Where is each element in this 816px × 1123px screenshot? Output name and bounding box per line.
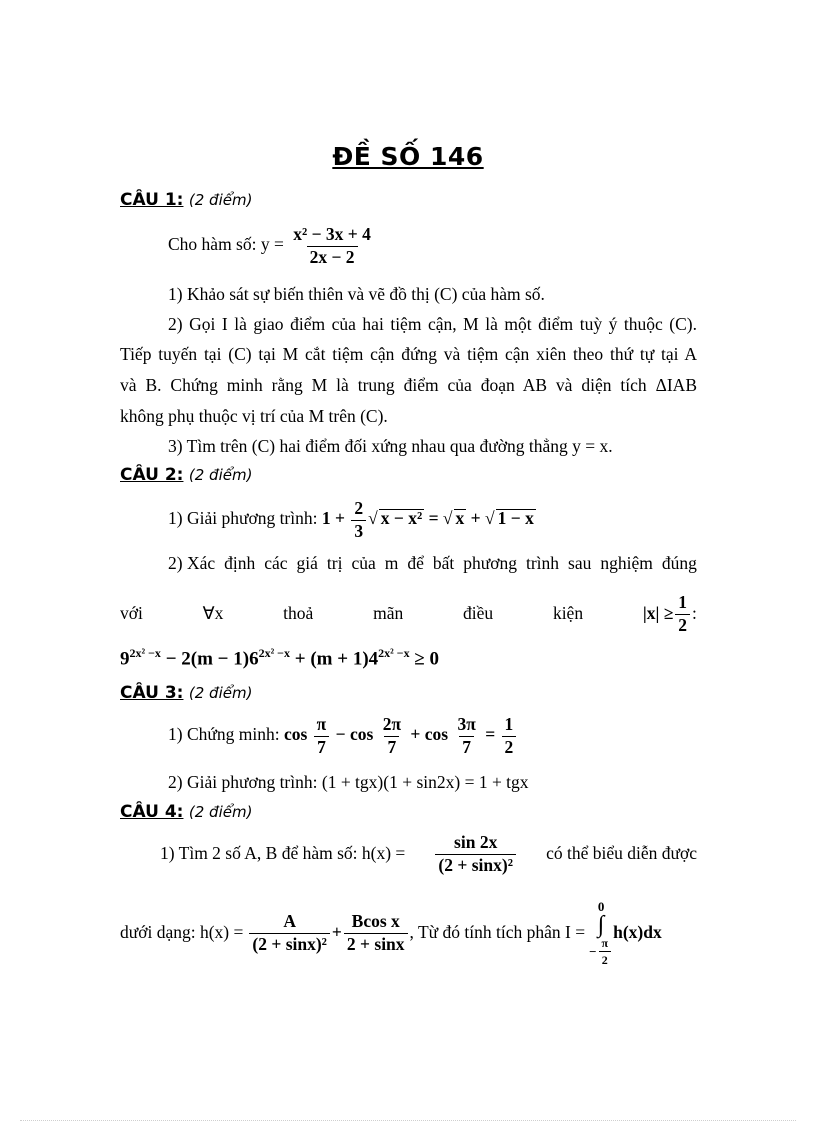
- word: ∀x: [202, 603, 224, 624]
- radicand-1: x − x²: [380, 508, 423, 529]
- ineq-exponent: 2x² −x: [258, 646, 291, 660]
- word: m: [384, 553, 399, 573]
- question-1-part-2-line-2: Tiếp tuyến tại (C) tại M cắt tiệm cận đứng và tiệm cận xiên theo thứ tự tại A: [120, 344, 697, 364]
- word: phương: [463, 553, 517, 573]
- fraction-numerator: π: [601, 936, 609, 950]
- fraction-numerator: A: [283, 911, 296, 931]
- question-3-heading: [120, 683, 252, 703]
- word: điều: [463, 603, 494, 624]
- equals-sign: =: [485, 724, 496, 745]
- word: thoả: [283, 603, 314, 624]
- question-2-inequality: [120, 647, 439, 668]
- function-intro: Cho hàm số: y =: [168, 234, 284, 255]
- word: giá: [296, 553, 318, 573]
- cos-term: + cos: [410, 724, 449, 745]
- fraction-numerator: 1: [678, 592, 688, 612]
- condition-expression: [643, 594, 697, 634]
- question-1-part-1: 1) Khảo sát sự biến thiên và vẽ đồ thị (C) của hàm số.: [168, 284, 545, 304]
- ineq-exponent: 2x² −x: [378, 646, 410, 660]
- question-4-label: CÂU 4:: [120, 802, 184, 822]
- fraction-denominator: 2: [502, 736, 517, 757]
- question-1-part-2-line-1: 2) Gọi I là giao điểm của hai tiệm cận, M là một điểm tuỳ ý thuộc (C).: [168, 314, 697, 334]
- fraction-denominator: 7: [314, 736, 329, 757]
- fraction-numerator: Bcos x: [351, 911, 400, 931]
- equals-sign: =: [428, 508, 439, 529]
- sqrt-icon: √: [442, 508, 453, 529]
- page-bottom-border: [20, 1120, 796, 1121]
- page-title: ĐỀ SỐ 146: [332, 142, 484, 171]
- ineq-exponent: 2x² −x: [129, 646, 161, 660]
- fraction-numerator: 2π: [382, 714, 402, 734]
- equation-intro: 1) Giải phương trình:: [168, 508, 318, 529]
- fraction-numerator: 3π: [457, 714, 476, 734]
- a-fraction: [249, 913, 330, 953]
- b-fraction: [344, 913, 408, 953]
- question-3-part-2: 2) Giải phương trình: (1 + tgx)(1 + sin2x) = 1 + tgx: [168, 772, 529, 792]
- fraction-numerator: π: [316, 714, 327, 734]
- word: của: [351, 553, 376, 573]
- function-denominator: 2x − 2: [307, 246, 358, 267]
- trig-fraction: [380, 716, 404, 756]
- question-4-part-2: [120, 900, 662, 966]
- question-2-heading: [120, 465, 252, 485]
- plus-sign: +: [331, 922, 342, 943]
- word: trị: [326, 553, 343, 573]
- prove-intro: 1) Chứng minh:: [168, 724, 280, 745]
- sqrt-icon: √: [485, 508, 495, 529]
- plus-sign: +: [470, 508, 481, 529]
- integral-upper-bound: 0: [597, 899, 605, 914]
- fraction-denominator: 7: [459, 736, 474, 757]
- fraction-denominator: 2: [675, 614, 690, 635]
- fraction-denominator: (2 + sinx)²: [435, 854, 516, 875]
- ineq-term: − 2(m − 1)6: [160, 648, 259, 670]
- question-3-label: CÂU 3:: [120, 683, 184, 703]
- sqrt-icon: √: [368, 508, 378, 529]
- question-1-function: [168, 226, 376, 266]
- fraction-denominator: 7: [384, 736, 399, 757]
- fraction-denominator: (2 + sinx)²: [249, 933, 330, 954]
- function-numerator: x² − 3x + 4: [293, 224, 371, 244]
- word: các: [264, 553, 288, 573]
- question-3-points: (2 điểm): [188, 684, 253, 702]
- integral-body: h(x)dx: [613, 922, 662, 943]
- fraction-numerator: 2: [354, 498, 364, 518]
- equation-fraction: [351, 500, 366, 540]
- question-2-label: CÂU 2:: [120, 465, 184, 485]
- question-4-heading: [120, 802, 252, 822]
- integral-lower-bound: [589, 937, 613, 966]
- cos-term: cos: [283, 724, 308, 745]
- condition-abs: |x| ≥: [642, 603, 674, 624]
- word: kiện: [552, 603, 584, 624]
- cos-term: − cos: [335, 724, 374, 745]
- question-4-points: (2 điểm): [188, 803, 253, 821]
- question-1-part-2-line-4: không phụ thuộc vị trí của M trên (C).: [120, 406, 388, 426]
- question-1-part-3: 3) Tìm trên (C) hai điểm đối xứng nhau qua đường thẳng y = x.: [168, 436, 613, 456]
- trig-fraction: [314, 716, 330, 756]
- question-2-part-1: [168, 500, 536, 540]
- fraction-denominator: 2 + sinx: [344, 933, 408, 954]
- trig-fraction: [454, 716, 478, 756]
- fraction-numerator: sin 2x: [454, 832, 498, 852]
- radicand-3: 1 − x: [497, 508, 534, 529]
- word: với: [120, 603, 143, 624]
- question-2-points: (2 điểm): [188, 466, 253, 484]
- integral-icon: ∫: [597, 912, 605, 938]
- part-1-tail: có thể biểu diễn được: [546, 843, 697, 864]
- ineq-term: + (m + 1)4: [290, 648, 379, 670]
- fraction-numerator: 1: [504, 714, 514, 734]
- colon: :: [692, 603, 697, 624]
- word: định: [224, 553, 256, 573]
- word: nghiệm: [600, 553, 653, 573]
- ineq-term: 9: [120, 648, 130, 670]
- minus-sign: −: [589, 944, 597, 959]
- ineq-term: ≥ 0: [409, 648, 440, 670]
- word: sau: [568, 553, 592, 573]
- condition-fraction: [675, 594, 690, 634]
- radicand-2: x: [455, 508, 465, 529]
- integral: [589, 900, 613, 966]
- fraction-denominator: 2: [599, 951, 611, 966]
- question-4-part-1: [160, 834, 697, 874]
- question-1-points: (2 điểm): [188, 191, 253, 209]
- function-fraction: [290, 226, 374, 266]
- question-2-part-2-line-1: [168, 555, 697, 573]
- fraction-denominator: 3: [351, 520, 366, 541]
- question-1-part-2-line-3: và B. Chứng minh rằng M là trung điểm của đoạn AB và diện tích ΔIAB: [120, 375, 697, 395]
- equation-term: 1 +: [321, 508, 345, 529]
- part-1-intro: 1) Tìm 2 số A, B để hàm số: h(x) =: [160, 843, 406, 864]
- word: 2) Xác: [168, 553, 216, 573]
- word: mãn: [373, 603, 404, 624]
- question-3-part-1: [168, 716, 518, 756]
- result-fraction: [502, 716, 517, 756]
- h-fraction: [435, 834, 516, 874]
- lower-bound-fraction: [599, 937, 612, 966]
- word: trình: [525, 553, 560, 573]
- word: đúng: [661, 553, 697, 573]
- word: để: [407, 553, 424, 573]
- question-1-heading: [120, 190, 252, 210]
- part-2-mid: , Từ đó tính tích phân I =: [409, 922, 586, 943]
- question-2-part-2-line-2: [120, 594, 697, 634]
- word: bất: [432, 553, 455, 573]
- part-2-intro: dưới dạng: h(x) =: [120, 922, 244, 943]
- question-1-label: CÂU 1:: [120, 190, 184, 210]
